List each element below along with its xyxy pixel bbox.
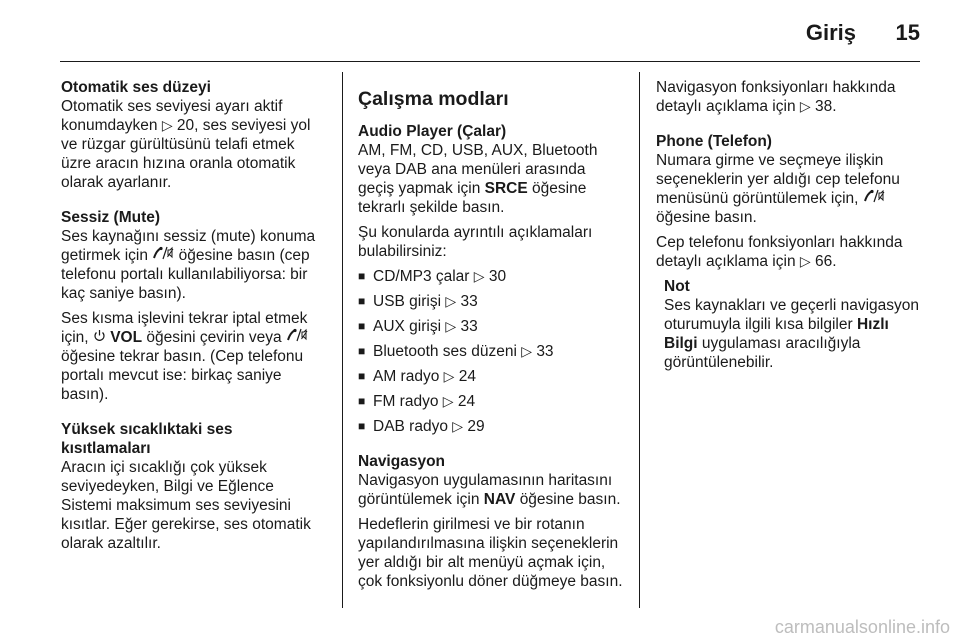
text: Navigasyon uygulamasının haritasını görüntülemek için <box>358 472 613 508</box>
page-ref: 33 <box>460 293 478 310</box>
page-ref: 24 <box>457 393 476 410</box>
section-text <box>61 97 326 192</box>
text: Ses kaynağını sessiz (mute) konuma getirmek için <box>61 228 316 264</box>
list-item <box>358 267 623 286</box>
page-header <box>0 0 960 60</box>
bullet-icon: ■ <box>358 394 366 408</box>
column-divider-1 <box>342 72 343 608</box>
note-box <box>656 277 920 372</box>
page-title: Giriş <box>805 20 856 45</box>
bullet-icon: ■ <box>358 419 366 433</box>
nav-label: NAV <box>483 491 516 508</box>
section-title: Sessiz (Mute) <box>61 209 161 226</box>
ref-arrow-icon: ▷ <box>443 368 455 384</box>
list-label: DAB radyo <box>373 418 448 435</box>
phone-mute-icon <box>152 247 174 264</box>
text: Ses kısma işlevini tekrar iptal etmek için, <box>61 310 308 346</box>
bullet-icon: ■ <box>358 319 366 333</box>
section-text: Hedeflerin girilmesi ve bir rotanın yapılandırılmasına ilişkin seçeneklerin yer aldığı bir alt menüyü açmak için, çok fonksiyonlu döner düğmeye basın. <box>358 516 623 590</box>
section-text <box>656 78 920 116</box>
ref-arrow-icon: ▷ <box>452 418 464 434</box>
list-item <box>358 417 623 436</box>
section-text <box>61 309 326 404</box>
text: öğesine tekrar basın. (Cep telefonu portalı mevcut ise: birkaç saniye basın). <box>61 348 304 403</box>
page-ref: 38. <box>814 98 837 115</box>
list-item <box>358 367 623 386</box>
list-label: Bluetooth ses düzeni <box>373 343 517 360</box>
text: Ses kaynakları ve geçerli navigasyon oturumuyla ilgili kısa bilgiler <box>664 297 920 333</box>
vol-label: VOL <box>110 329 143 346</box>
ref-arrow-icon: ▷ <box>445 293 457 309</box>
page-ref: 33 <box>460 318 478 335</box>
text: Cep telefonu fonksiyonları hakkında detaylı açıklama için <box>656 234 903 270</box>
note-title: Not <box>664 278 690 295</box>
section-text: Aracın içi sıcaklığı çok yüksek seviyedeyken, Bilgi ve Eğlence Sistemi maksimum ses seviyesini kısıtlar. Eğer gerekirse, ses otomatik olarak azaltılır. <box>61 459 311 552</box>
text: AM, FM, CD, USB, AUX, Bluetooth veya DAB ana menüleri arasında geçiş yapmak için <box>358 142 598 197</box>
column-divider-2 <box>639 72 640 608</box>
ref-arrow-icon: ▷ <box>473 268 485 284</box>
page-ref: 66. <box>814 253 837 270</box>
reference-list <box>358 267 623 436</box>
section-title: Yüksek sıcaklıktaki ses kısıtlamaları <box>61 421 233 457</box>
section-title: Audio Player (Çalar) <box>358 123 507 140</box>
page-ref: 20 <box>176 117 195 134</box>
list-label: CD/MP3 çalar <box>373 268 470 285</box>
list-item <box>358 292 623 311</box>
section-text <box>656 233 920 271</box>
ref-arrow-icon: ▷ <box>445 318 457 334</box>
list-item <box>358 317 623 336</box>
list-label: FM radyo <box>373 393 439 410</box>
ref-arrow-icon: ▷ <box>521 343 532 359</box>
text: öğesine basın. <box>519 491 621 508</box>
column-2 <box>358 88 623 607</box>
bullet-icon: ■ <box>358 269 366 283</box>
page-ref: 29 <box>467 418 485 435</box>
text: öğesini çevirin veya <box>146 329 282 346</box>
text: , ses seviyesi yol ve rüzgar gürültüsünü telafi etmek üzre aracın hızına oranla otomatik olarak ayarlanır. <box>61 117 311 191</box>
page-ref: 30 <box>488 268 507 285</box>
list-label: USB girişi <box>373 293 442 310</box>
section-text <box>61 227 326 303</box>
section-text: Şu konularda ayrıntılı açıklamaları bulabilirsiniz: <box>358 224 593 260</box>
text: Navigasyon fonksiyonları hakkında detaylı açıklama için <box>656 79 896 115</box>
bullet-icon: ■ <box>358 294 366 308</box>
ref-arrow-icon: ▷ <box>799 253 811 269</box>
section-title: Otomatik ses düzeyi <box>61 79 211 96</box>
srce-label: SRCE <box>484 180 528 197</box>
ref-arrow-icon: ▷ <box>799 98 811 114</box>
section-title: Navigasyon <box>358 453 446 470</box>
column-1 <box>61 78 326 569</box>
bullet-icon: ■ <box>358 344 366 358</box>
power-icon <box>93 329 106 346</box>
bullet-icon: ■ <box>358 369 366 383</box>
text: Otomatik ses seviyesi ayarı aktif konumdayken <box>61 98 283 134</box>
column-3 <box>656 78 920 372</box>
page-number: 15 <box>895 20 920 45</box>
text: uygulaması aracılığıyla görüntülenebilir. <box>664 335 861 371</box>
text: öğesine tekrarlı şekilde basın. <box>358 180 587 216</box>
header-rule <box>60 61 920 62</box>
page-ref: 24 <box>458 368 476 385</box>
section-text <box>358 471 623 509</box>
text: Numara girme ve seçmeye ilişkin seçeneklerin yer aldığı cep telefonu menüsünü görüntülemek için, <box>656 152 900 207</box>
section-text <box>656 151 920 227</box>
list-item <box>358 342 623 361</box>
list-label: AUX girişi <box>373 318 442 335</box>
section-title: Phone (Telefon) <box>656 133 772 150</box>
text: öğesine basın. <box>656 209 757 226</box>
section-auto-volume <box>61 78 326 192</box>
note-text <box>664 296 920 372</box>
list-item <box>358 392 623 411</box>
section-text <box>358 141 623 217</box>
section-heading: Çalışma modları <box>358 88 509 110</box>
page-ref: 33 <box>536 343 554 360</box>
ref-arrow-icon: ▷ <box>442 393 454 409</box>
quick-info-label: Hızlı Bilgi <box>664 316 889 352</box>
phone-mute-icon <box>286 329 308 346</box>
section-mute <box>61 208 326 404</box>
footer-watermark: carmanualsonline.info <box>774 617 950 637</box>
section-high-temp <box>61 420 326 553</box>
list-label: AM radyo <box>373 368 440 385</box>
phone-mute-icon <box>863 190 885 207</box>
text: öğesine basın (cep telefonu portalı kullanılabiliyorsa: bir kaç saniye basın). <box>61 247 310 302</box>
ref-arrow-icon: ▷ <box>161 117 173 133</box>
